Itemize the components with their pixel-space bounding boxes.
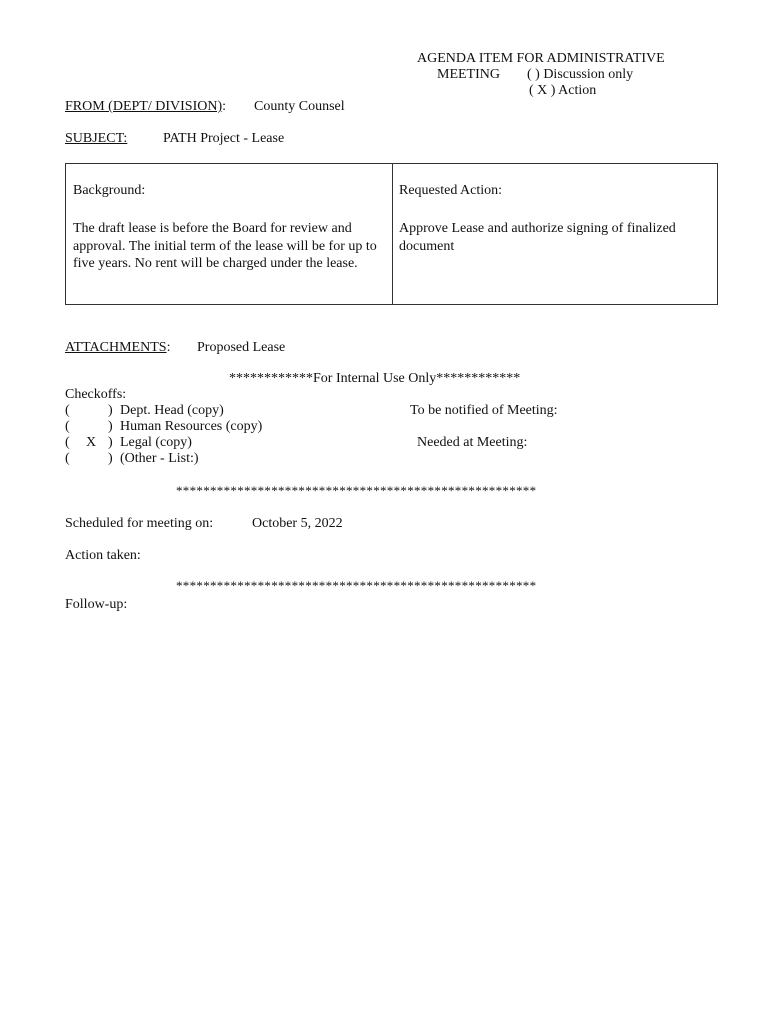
needed-label: Needed at Meeting: — [417, 435, 528, 450]
checkoff-label: Dept. Head (copy) — [120, 403, 224, 418]
notify-label: To be notified of Meeting: — [410, 403, 558, 418]
checkoff-close-paren: ) — [108, 403, 113, 418]
attachments-label-colon: : — [166, 340, 171, 355]
checkoff-open-paren: ( — [65, 435, 70, 450]
separator-line: ***************************************************** — [176, 483, 537, 498]
checkoff-label: Human Resources (copy) — [120, 419, 263, 434]
schedule-label: Scheduled for meeting on: — [65, 516, 214, 531]
checkoff-label: (Other - List:) — [120, 451, 199, 466]
internal-use-banner: ************For Internal Use Only************ — [229, 371, 521, 386]
checkoff-close-paren: ) — [108, 435, 113, 450]
checkoffs-label: Checkoffs: — [65, 387, 127, 402]
discussion-only-option: ( ) Discussion only — [527, 67, 634, 82]
from-label-text: FROM (DEPT/ DIVISION) — [65, 99, 223, 114]
checkoff-open-paren: ( — [65, 419, 70, 434]
info-table — [65, 163, 718, 305]
background-heading: Background: — [73, 183, 146, 198]
agenda-title: AGENDA ITEM FOR ADMINISTRATIVE — [417, 51, 665, 66]
requested-action-heading: Requested Action: — [399, 183, 503, 198]
subject-label: SUBJECT: — [65, 131, 128, 146]
from-value: County Counsel — [254, 99, 345, 114]
action-option: ( X ) Action — [529, 83, 597, 98]
checkoff-close-paren: ) — [108, 451, 113, 466]
checkoff-open-paren: ( — [65, 403, 70, 418]
checkoff-open-paren: ( — [65, 451, 70, 466]
info-table-divider — [392, 164, 393, 304]
background-text: The draft lease is before the Board for review and approval. The initial term of the lease will be for up to five years. No rent will be charged under the lease. — [73, 221, 377, 271]
attachments-value: Proposed Lease — [197, 340, 286, 355]
checkoff-label: Legal (copy) — [120, 435, 192, 450]
requested-action-text: Approve Lease and authorize signing of finalized document — [399, 221, 676, 254]
checkoff-mark: X — [86, 435, 97, 450]
checkoff-close-paren: ) — [108, 419, 113, 434]
follow-up-label: Follow-up: — [65, 597, 128, 612]
meeting-label: MEETING — [437, 67, 500, 82]
attachments-label-text: ATTACHMENTS — [65, 340, 167, 355]
subject-value: PATH Project - Lease — [163, 131, 285, 146]
separator-line: ***************************************************** — [176, 578, 537, 593]
from-label — [65, 99, 226, 115]
attachments-label — [65, 340, 170, 356]
from-label-colon: : — [222, 99, 227, 114]
action-taken-label: Action taken: — [65, 548, 141, 563]
schedule-date: October 5, 2022 — [252, 516, 343, 531]
